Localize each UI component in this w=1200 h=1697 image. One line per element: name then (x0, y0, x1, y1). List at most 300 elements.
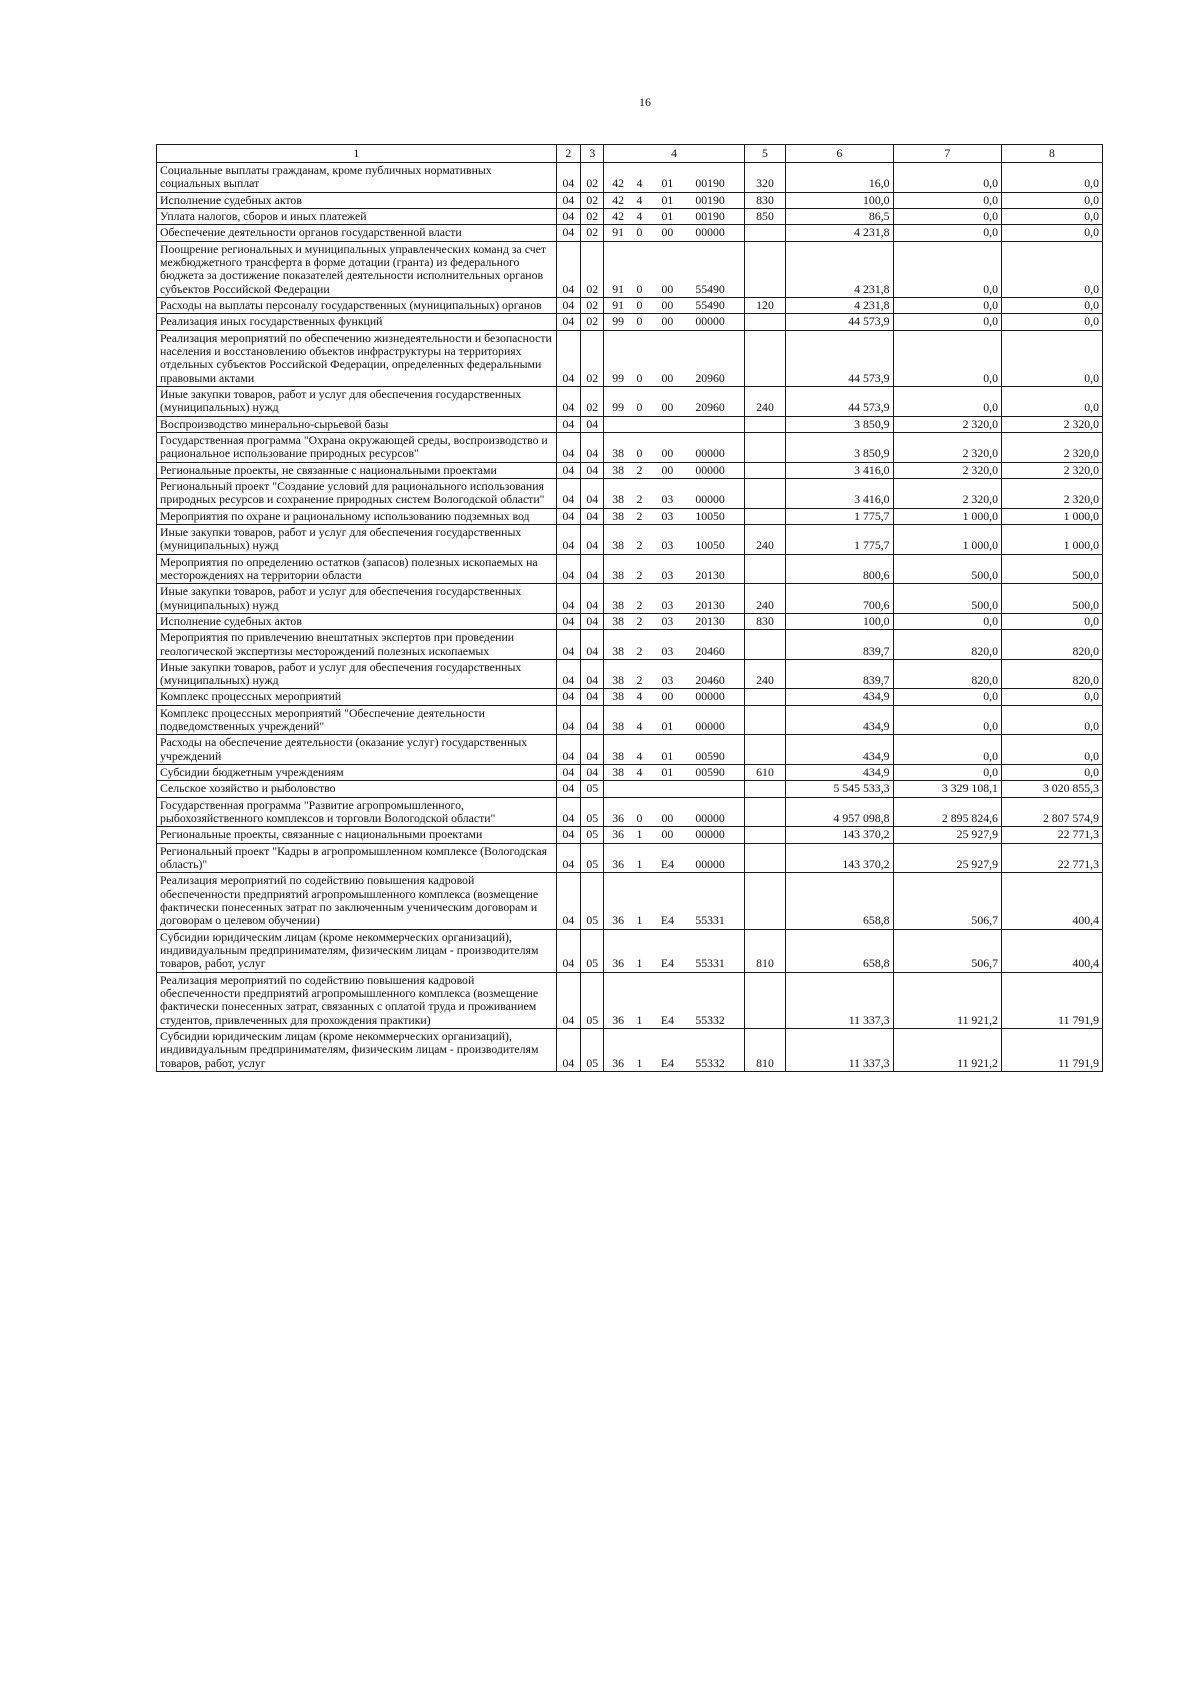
row-name: Исполнение судебных актов (157, 613, 557, 629)
subsection-code: 05 (581, 929, 604, 972)
amount-col-6: 800,6 (786, 554, 893, 584)
amount-col-7: 25 927,9 (893, 843, 1001, 873)
section-code: 04 (556, 630, 580, 660)
structural-element-code: E4 (660, 857, 674, 872)
amount-col-6: 4 231,8 (786, 225, 893, 241)
header-row (157, 145, 1103, 163)
table-row (157, 735, 1103, 765)
amount-col-7: 0,0 (893, 689, 1001, 705)
expense-type-code (744, 735, 785, 765)
subsection-code: 02 (581, 330, 604, 386)
amount-col-8: 3 020 855,3 (1001, 781, 1102, 797)
program-code: 38 (612, 446, 625, 461)
expense-type-code: 810 (744, 929, 785, 972)
program-type-code: 0 (636, 225, 643, 240)
table-row (157, 225, 1103, 241)
section-code: 04 (556, 386, 580, 416)
amount-col-6: 839,7 (786, 659, 893, 689)
row-name: Мероприятия по определению остатков (запасов) полезных ископаемых на месторождениях на территории области (157, 554, 557, 584)
target-article-code (604, 873, 744, 929)
expense-type-code: 830 (744, 613, 785, 629)
subsection-code: 05 (581, 873, 604, 929)
section-code: 04 (556, 208, 580, 224)
section-code: 04 (556, 797, 580, 827)
amount-col-8: 22 771,3 (1001, 843, 1102, 873)
program-type-code: 4 (636, 192, 643, 207)
table-row (157, 208, 1103, 224)
amount-col-7: 0,0 (893, 705, 1001, 735)
row-name: Реализация мероприятий по обеспечению жизнедеятельности и безопасности населения и восстановлению объектов инфраструктуры на территориях отдельных субъектов Российской Федерации, определенных федеральными правовыми актами (157, 330, 557, 386)
structural-element-code: 00 (661, 462, 674, 477)
table-row (157, 781, 1103, 797)
expense-type-code (744, 554, 785, 584)
expense-type-code (744, 508, 785, 524)
table-row (157, 659, 1103, 689)
amount-col-6: 434,9 (786, 705, 893, 735)
program-code: 38 (612, 765, 625, 780)
row-name: Реализация мероприятий по содействию повышения кадровой обеспеченности предприятий агропромышленного комплекса (возмещение фактически понесенных затрат по заключенным ученическим договорам и договорам о целевом обучении) (157, 873, 557, 929)
program-type-code: 2 (636, 492, 643, 507)
amount-col-8: 2 807 574,9 (1001, 797, 1102, 827)
amount-col-6: 1 775,7 (786, 524, 893, 554)
program-code: 38 (612, 462, 625, 477)
structural-element-code: 03 (661, 597, 674, 612)
amount-col-8: 0,0 (1001, 330, 1102, 386)
program-type-code: 1 (636, 956, 643, 971)
table-row (157, 462, 1103, 478)
amount-col-7: 0,0 (893, 163, 1001, 193)
direction-code: 20960 (695, 400, 725, 415)
structural-element-code: 01 (661, 208, 674, 223)
subsection-code: 04 (581, 584, 604, 614)
row-name: Иные закупки товаров, работ и услуг для обеспечения государственных (муниципальных) нужд (157, 584, 557, 614)
structural-element-code: E4 (660, 1055, 674, 1070)
section-code: 04 (556, 735, 580, 765)
table-row (157, 508, 1103, 524)
table-row (157, 1029, 1103, 1072)
table-row (157, 524, 1103, 554)
header-col-2: 2 (556, 145, 580, 163)
structural-element-code: 03 (661, 492, 674, 507)
subsection-code: 04 (581, 705, 604, 735)
subsection-code: 02 (581, 225, 604, 241)
program-code: 36 (612, 1012, 625, 1027)
amount-col-8: 1 000,0 (1001, 508, 1102, 524)
amount-col-8: 0,0 (1001, 297, 1102, 313)
section-code: 04 (556, 972, 580, 1028)
subsection-code: 04 (581, 735, 604, 765)
direction-code: 20460 (695, 643, 725, 658)
amount-col-8: 0,0 (1001, 208, 1102, 224)
target-article-code (604, 314, 744, 330)
direction-code: 20460 (695, 673, 725, 688)
program-type-code: 0 (636, 297, 643, 312)
amount-col-7: 2 320,0 (893, 462, 1001, 478)
program-type-code: 1 (636, 1055, 643, 1070)
direction-code: 00000 (695, 811, 725, 826)
structural-element-code: 00 (661, 281, 674, 296)
target-article-code (604, 659, 744, 689)
table-row (157, 330, 1103, 386)
program-code: 38 (612, 567, 625, 582)
subsection-code: 02 (581, 314, 604, 330)
target-article-code (604, 929, 744, 972)
amount-col-6: 143 370,2 (786, 843, 893, 873)
amount-col-6: 86,5 (786, 208, 893, 224)
section-code: 04 (556, 705, 580, 735)
table-row (157, 705, 1103, 735)
structural-element-code: 00 (661, 400, 674, 415)
amount-col-7: 506,7 (893, 929, 1001, 972)
structural-element-code: E4 (660, 1012, 674, 1027)
amount-col-7: 820,0 (893, 630, 1001, 660)
row-name: Иные закупки товаров, работ и услуг для обеспечения государственных (муниципальных) нужд (157, 386, 557, 416)
table-row (157, 765, 1103, 781)
target-article-code (604, 386, 744, 416)
program-type-code: 2 (636, 508, 643, 523)
header-col-4: 4 (604, 145, 744, 163)
program-type-code: 2 (636, 613, 643, 628)
program-code: 38 (612, 719, 625, 734)
amount-col-6: 5 545 533,3 (786, 781, 893, 797)
amount-col-8: 500,0 (1001, 584, 1102, 614)
subsection-code: 04 (581, 508, 604, 524)
subsection-code: 02 (581, 386, 604, 416)
amount-col-8: 0,0 (1001, 689, 1102, 705)
program-code: 38 (612, 508, 625, 523)
row-name: Государственная программа "Охрана окружающей среды, воспроизводство и рациональное использование природных ресурсов" (157, 432, 557, 462)
expense-type-code: 810 (744, 1029, 785, 1072)
direction-code: 20960 (695, 370, 725, 385)
amount-col-8: 820,0 (1001, 659, 1102, 689)
amount-col-8: 2 320,0 (1001, 478, 1102, 508)
amount-col-7: 3 329 108,1 (893, 781, 1001, 797)
table-row (157, 297, 1103, 313)
program-type-code: 2 (636, 597, 643, 612)
amount-col-6: 16,0 (786, 163, 893, 193)
program-code: 36 (612, 827, 625, 842)
amount-col-6: 11 337,3 (786, 1029, 893, 1072)
direction-code: 10050 (695, 508, 725, 523)
row-name: Исполнение судебных актов (157, 192, 557, 208)
amount-col-7: 2 320,0 (893, 432, 1001, 462)
direction-code: 55490 (695, 281, 725, 296)
expense-type-code: 240 (744, 524, 785, 554)
section-code: 04 (556, 297, 580, 313)
amount-col-8: 11 791,9 (1001, 972, 1102, 1028)
amount-col-7: 0,0 (893, 386, 1001, 416)
row-name: Субсидии юридическим лицам (кроме некоммерческих организаций), индивидуальным предпринимателям, физическим лицам - производителям товаров, работ, услуг (157, 1029, 557, 1072)
target-article-code (604, 554, 744, 584)
header-col-8: 8 (1001, 145, 1102, 163)
amount-col-6: 44 573,9 (786, 314, 893, 330)
expense-type-code (744, 689, 785, 705)
expense-type-code: 120 (744, 297, 785, 313)
target-article-code (604, 843, 744, 873)
section-code: 04 (556, 432, 580, 462)
subsection-code: 04 (581, 432, 604, 462)
section-code: 04 (556, 781, 580, 797)
amount-col-7: 500,0 (893, 554, 1001, 584)
structural-element-code: 00 (661, 689, 674, 704)
amount-col-8: 0,0 (1001, 225, 1102, 241)
target-article-code (604, 972, 744, 1028)
table-row (157, 432, 1103, 462)
table-row (157, 163, 1103, 193)
expense-type-code (744, 432, 785, 462)
program-code: 42 (612, 208, 625, 223)
direction-code: 00000 (695, 827, 725, 842)
section-code: 04 (556, 765, 580, 781)
row-name: Региональные проекты, не связанные с национальными проектами (157, 462, 557, 478)
row-name: Реализация иных государственных функций (157, 314, 557, 330)
structural-element-code: 03 (661, 508, 674, 523)
section-code: 04 (556, 613, 580, 629)
table-row (157, 478, 1103, 508)
program-type-code: 1 (636, 857, 643, 872)
amount-col-6: 434,9 (786, 765, 893, 781)
amount-col-8: 0,0 (1001, 705, 1102, 735)
direction-code: 00190 (695, 176, 725, 191)
amount-col-8: 400,4 (1001, 929, 1102, 972)
structural-element-code: 00 (661, 446, 674, 461)
amount-col-6: 700,6 (786, 584, 893, 614)
direction-code: 55490 (695, 297, 725, 312)
direction-code: 00000 (695, 225, 725, 240)
subsection-code: 04 (581, 659, 604, 689)
direction-code: 55332 (695, 1055, 725, 1070)
program-code: 42 (612, 192, 625, 207)
direction-code: 55331 (695, 913, 725, 928)
row-name: Реализация мероприятий по содействию повышения кадровой обеспеченности предприятий агропромышленного комплекса (возмещение фактически понесенных затрат, связанных с оплатой труда и проживанием студентов, привлеченных для прохождения практики) (157, 972, 557, 1028)
header-col-6: 6 (786, 145, 893, 163)
expense-type-code (744, 330, 785, 386)
expense-type-code (744, 873, 785, 929)
row-name: Сельское хозяйство и рыболовство (157, 781, 557, 797)
target-article-code (604, 208, 744, 224)
program-type-code: 0 (636, 400, 643, 415)
amount-col-6: 4 231,8 (786, 297, 893, 313)
amount-col-7: 1 000,0 (893, 524, 1001, 554)
target-article-code (604, 765, 744, 781)
section-code: 04 (556, 508, 580, 524)
target-article-code (604, 630, 744, 660)
amount-col-6: 4 231,8 (786, 241, 893, 297)
budget-table (156, 144, 1103, 1072)
amount-col-7: 25 927,9 (893, 827, 1001, 843)
section-code: 04 (556, 873, 580, 929)
table-row (157, 929, 1103, 972)
table-row (157, 192, 1103, 208)
row-name: Мероприятия по охране и рациональному использованию подземных вод (157, 508, 557, 524)
expense-type-code (744, 241, 785, 297)
amount-col-8: 0,0 (1001, 613, 1102, 629)
section-code: 04 (556, 929, 580, 972)
program-code: 91 (612, 225, 625, 240)
program-type-code: 0 (636, 370, 643, 385)
direction-code: 20130 (695, 567, 725, 582)
section-code: 04 (556, 659, 580, 689)
program-type-code: 2 (636, 567, 643, 582)
row-name: Региональные проекты, связанные с национальными проектами (157, 827, 557, 843)
section-code: 04 (556, 478, 580, 508)
amount-col-6: 839,7 (786, 630, 893, 660)
subsection-code: 05 (581, 797, 604, 827)
structural-element-code: 01 (661, 765, 674, 780)
direction-code: 55331 (695, 956, 725, 971)
target-article-code (604, 297, 744, 313)
amount-col-8: 820,0 (1001, 630, 1102, 660)
amount-col-7: 0,0 (893, 225, 1001, 241)
amount-col-6: 434,9 (786, 735, 893, 765)
program-code: 36 (612, 956, 625, 971)
expense-type-code (744, 972, 785, 1028)
program-type-code: 0 (636, 314, 643, 329)
expense-type-code: 610 (744, 765, 785, 781)
program-code: 38 (612, 643, 625, 658)
structural-element-code: 01 (661, 748, 674, 763)
direction-code: 00190 (695, 208, 725, 223)
section-code: 04 (556, 241, 580, 297)
target-article-code (604, 508, 744, 524)
structural-element-code: E4 (660, 956, 674, 971)
subsection-code: 05 (581, 1029, 604, 1072)
amount-col-7: 820,0 (893, 659, 1001, 689)
expense-type-code: 240 (744, 659, 785, 689)
row-name: Мероприятия по привлечению внештатных экспертов при проведении геологической экспертизы месторождений полезных ископаемых (157, 630, 557, 660)
amount-col-8: 500,0 (1001, 554, 1102, 584)
structural-element-code: 00 (661, 225, 674, 240)
amount-col-6: 100,0 (786, 613, 893, 629)
expense-type-code (744, 705, 785, 735)
program-code: 36 (612, 1055, 625, 1070)
amount-col-6: 3 850,9 (786, 416, 893, 432)
amount-col-7: 0,0 (893, 241, 1001, 297)
amount-col-7: 506,7 (893, 873, 1001, 929)
amount-col-8: 0,0 (1001, 735, 1102, 765)
amount-col-8: 0,0 (1001, 314, 1102, 330)
program-type-code: 1 (636, 827, 643, 842)
direction-code: 00000 (695, 719, 725, 734)
structural-element-code: 03 (661, 643, 674, 658)
target-article-code (604, 192, 744, 208)
table-row (157, 554, 1103, 584)
amount-col-8: 0,0 (1001, 765, 1102, 781)
subsection-code: 02 (581, 208, 604, 224)
target-article-code (604, 797, 744, 827)
amount-col-7: 11 921,2 (893, 972, 1001, 1028)
row-name: Расходы на обеспечение деятельности (оказание услуг) государственных учреждений (157, 735, 557, 765)
direction-code: 20130 (695, 597, 725, 612)
direction-code: 00000 (695, 689, 725, 704)
section-code: 04 (556, 225, 580, 241)
direction-code: 10050 (695, 538, 725, 553)
amount-col-6: 44 573,9 (786, 330, 893, 386)
program-code: 38 (612, 613, 625, 628)
amount-col-8: 400,4 (1001, 873, 1102, 929)
subsection-code: 04 (581, 613, 604, 629)
section-code: 04 (556, 584, 580, 614)
structural-element-code: 00 (661, 297, 674, 312)
program-code: 38 (612, 597, 625, 612)
amount-col-6: 3 416,0 (786, 462, 893, 478)
amount-col-6: 4 957 098,8 (786, 797, 893, 827)
program-type-code: 0 (636, 446, 643, 461)
subsection-code: 04 (581, 416, 604, 432)
program-code: 91 (612, 297, 625, 312)
target-article-code (604, 705, 744, 735)
direction-code: 00000 (695, 314, 725, 329)
subsection-code: 05 (581, 827, 604, 843)
structural-element-code: 03 (661, 538, 674, 553)
expense-type-code (744, 781, 785, 797)
subsection-code: 04 (581, 462, 604, 478)
header-col-5: 5 (744, 145, 785, 163)
amount-col-7: 0,0 (893, 314, 1001, 330)
target-article-code (604, 689, 744, 705)
direction-code: 00000 (695, 857, 725, 872)
target-article-code (604, 524, 744, 554)
amount-col-7: 11 921,2 (893, 1029, 1001, 1072)
amount-col-7: 2 320,0 (893, 478, 1001, 508)
direction-code: 55332 (695, 1012, 725, 1027)
amount-col-7: 0,0 (893, 330, 1001, 386)
target-article-code (604, 330, 744, 386)
expense-type-code: 320 (744, 163, 785, 193)
subsection-code: 04 (581, 689, 604, 705)
program-type-code: 0 (636, 281, 643, 296)
expense-type-code (744, 797, 785, 827)
target-article-code (604, 416, 744, 432)
amount-col-7: 2 320,0 (893, 416, 1001, 432)
subsection-code: 04 (581, 630, 604, 660)
row-name: Обеспечение деятельности органов государственной власти (157, 225, 557, 241)
direction-code: 00590 (695, 765, 725, 780)
program-type-code: 2 (636, 673, 643, 688)
row-name: Иные закупки товаров, работ и услуг для обеспечения государственных (муниципальных) нужд (157, 524, 557, 554)
section-code: 04 (556, 843, 580, 873)
section-code: 04 (556, 1029, 580, 1072)
row-name: Государственная программа "Развитие агропромышленного, рыбохозяйственного комплексов и торговли Вологодской области" (157, 797, 557, 827)
direction-code: 00000 (695, 446, 725, 461)
target-article-code (604, 735, 744, 765)
program-code: 38 (612, 538, 625, 553)
target-article-code (604, 241, 744, 297)
section-code: 04 (556, 192, 580, 208)
section-code: 04 (556, 689, 580, 705)
subsection-code: 02 (581, 297, 604, 313)
target-article-code (604, 827, 744, 843)
target-article-code (604, 163, 744, 193)
header-col-3: 3 (581, 145, 604, 163)
expense-type-code (744, 827, 785, 843)
table-row (157, 843, 1103, 873)
amount-col-8: 2 320,0 (1001, 416, 1102, 432)
expense-type-code (744, 416, 785, 432)
amount-col-7: 0,0 (893, 192, 1001, 208)
amount-col-7: 0,0 (893, 208, 1001, 224)
program-code: 99 (612, 314, 625, 329)
subsection-code: 04 (581, 524, 604, 554)
program-type-code: 2 (636, 643, 643, 658)
table-row (157, 416, 1103, 432)
program-code: 91 (612, 281, 625, 296)
section-code: 04 (556, 827, 580, 843)
program-type-code: 4 (636, 765, 643, 780)
program-type-code: 2 (636, 462, 643, 477)
section-code: 04 (556, 330, 580, 386)
amount-col-8: 0,0 (1001, 163, 1102, 193)
